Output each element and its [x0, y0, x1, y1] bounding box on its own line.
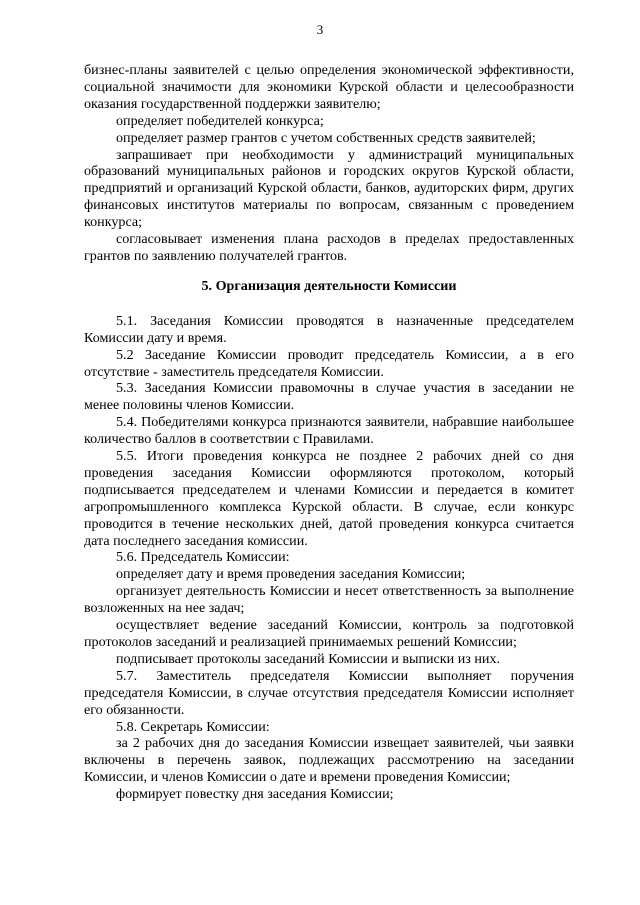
paragraph: 5.6. Председатель Комиссии:: [116, 549, 290, 566]
document-body: [84, 62, 574, 803]
paragraph: формирует повестку дня заседания Комиссии;: [116, 786, 394, 803]
paragraph: запрашивает при необходимости у администраций муниципальных образований муниципальных районов и городских округов Курской области, предприятий и организаций Курской области, банков, аудиторских фирм, других финансовых институтов материалы по вопросам, связанным с проведением конкурса;: [84, 146, 574, 231]
paragraph: определяет размер грантов с учетом собственных средств заявителей;: [116, 129, 536, 146]
paragraph: 5.5. Итоги проведения конкурса не позднее 2 рабочих дней со дня проведения заседания Комиссии оформляются протоколом, который подписывается председателем и членами Комиссии и передается в комитет агропромышленного комплекса Курской области. В случае, если конкурс проводится в течение нескольких дней, датой проведения конкурса считается дата последнего заседания комиссии.: [84, 448, 574, 549]
paragraph: подписывает протоколы заседаний Комиссии и выписки из них.: [116, 650, 500, 667]
paragraph: осуществляет ведение заседаний Комиссии, контроль за подготовкой протоколов заседаний и реализацией принимаемых решений Комиссии;: [84, 617, 574, 650]
paragraph: определяет победителей конкурса;: [116, 112, 324, 129]
paragraph: определяет дату и время проведения заседания Комиссии;: [116, 566, 466, 583]
paragraph: 5.1. Заседания Комиссии проводятся в назначенные председателем Комиссии дату и время.: [84, 312, 574, 346]
paragraph: 5.3. Заседания Комиссии правомочны в случае участия в заседании не менее половины членов Комиссии.: [84, 380, 574, 414]
paragraph: 5.4. Победителями конкурса признаются заявители, набравшие наибольшее количество баллов в соответствии с Правилами.: [84, 414, 574, 448]
paragraph: 5.7. Заместитель председателя Комиссии выполняет поручения председателя Комиссии, в случае отсутствия председателя Комиссии исполняет его обязанности.: [84, 667, 574, 718]
paragraph: за 2 рабочих дня до заседания Комиссии извещает заявителей, чьи заявки включены в перечень заявок, подлежащих рассмотрению на заседании Комиссии, и членов Комиссии о дате и времени проведения Комиссии;: [84, 735, 574, 786]
paragraph: 5.8. Секретарь Комиссии:: [116, 718, 270, 735]
paragraph: 5.2 Заседание Комиссии проводит председатель Комиссии, а в его отсутствие - заместитель председателя Комиссии.: [84, 346, 574, 380]
section-heading: 5. Организация деятельности Комиссии: [201, 277, 457, 294]
paragraph: согласовывает изменения плана расходов в пределах предоставленных грантов по заявлению получателей грантов.: [84, 231, 574, 264]
page-number: 3: [316, 22, 324, 37]
paragraph: бизнес-планы заявителей с целью определения экономической эффективности, социальной значимости для экономики Курской области и целесообразности оказания государственной поддержки заявителю;: [84, 62, 574, 112]
paragraph: организует деятельность Комиссии и несет ответственность за выполнение возложенных на нее задач;: [84, 583, 574, 617]
